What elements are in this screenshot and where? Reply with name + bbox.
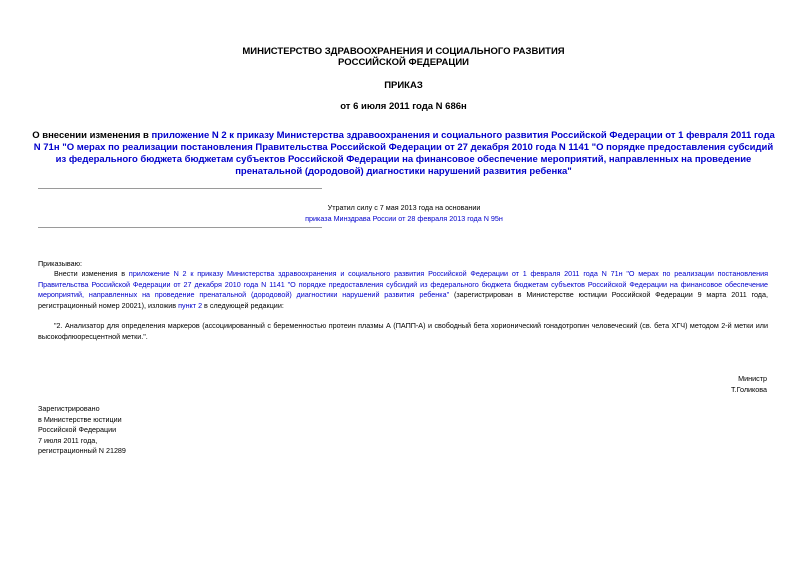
registration-line: в Министерстве юстиции [38, 414, 122, 424]
signature-name: Т.Голикова [730, 384, 767, 394]
document-date: от 6 июля 2011 года N 686н [340, 101, 467, 112]
main-paragraph [38, 269, 768, 311]
order-word: Приказываю: [38, 259, 82, 268]
para-prefix: Внести изменения в [54, 269, 129, 278]
void-notice-link[interactable]: приказа Минздрава России от 28 февраля 2013 года N 95н [305, 213, 503, 223]
quoted-text: "2. Анализатор для определения маркеров (ассоциированный с беременностью протеин плазмы А (ПАПП-А) и свободный бета хорионический гонадотропин человеческий (св. бета ХГЧ) методом 2-й метки или высокофлюоресцентной метки.". [38, 321, 768, 341]
registration-line: регистрационный N 21289 [38, 446, 126, 455]
registration-line: 7 июля 2011 года, [38, 435, 98, 445]
para-link-point[interactable]: пункт 2 [178, 300, 203, 310]
divider-top [38, 188, 322, 189]
divider-bottom [38, 227, 322, 228]
registration-line: Российской Федерации [38, 425, 117, 434]
para-suffix: в следующей редакции: [202, 300, 284, 310]
signature-block [731, 374, 767, 395]
document-type: ПРИКАЗ [384, 80, 423, 91]
void-notice [200, 203, 608, 224]
ministry-name-line2: РОССИЙСКОЙ ФЕДЕРАЦИИ [337, 57, 469, 68]
registration-line: Зарегистрировано [38, 404, 100, 413]
registration-block [38, 404, 126, 457]
signature-role: Министр [738, 374, 767, 383]
para-mid: (зарегистрирован в Министерстве юстиции Российской Федерации 9 марта 2011 года, регистрационный номер 20021), изложив [38, 290, 768, 310]
para-link-appendix[interactable]: приложение N 2 к приказу Министерства здравоохранения и социального развития Российской Федерации от 1 февраля 2011 года N 71н "О мерах по реализации постановления Правительства Российской Федерации от 27 декабря 2010 года N 1141 "О порядке предоставления субсидий из федерального бюджета бюджетам субъектов Российской Федерации на финансовое обеспечение мероприятий, направленных на проведение пренатальной (дородовой) диагностики нарушений развития ребенка" [38, 269, 769, 299]
void-notice-text: Утратил силу с 7 мая 2013 года на основании [327, 203, 481, 212]
document-title [30, 130, 777, 178]
title-prefix: О внесении изменения в [32, 130, 152, 141]
ministry-name-line1: МИНИСТЕРСТВО ЗДРАВООХРАНЕНИЯ И СОЦИАЛЬНОГО РАЗВИТИЯ [242, 46, 565, 57]
title-link[interactable]: приложение N 2 к приказу Министерства здравоохранения и социального развития Российской Федерации от 1 февраля 2011 года N 71н "О мерах по реализации постановления Правительства Российской Федерации от 27 декабря 2010 года N 1141 "О порядке предоставления субсидий из федерального бюджета бюджетам субъектов Российской Федерации на финансовое обеспечение мероприятий, направленных на проведение пренатальной (дородовой) диагностики нарушений развития ребенка" [33, 130, 775, 177]
